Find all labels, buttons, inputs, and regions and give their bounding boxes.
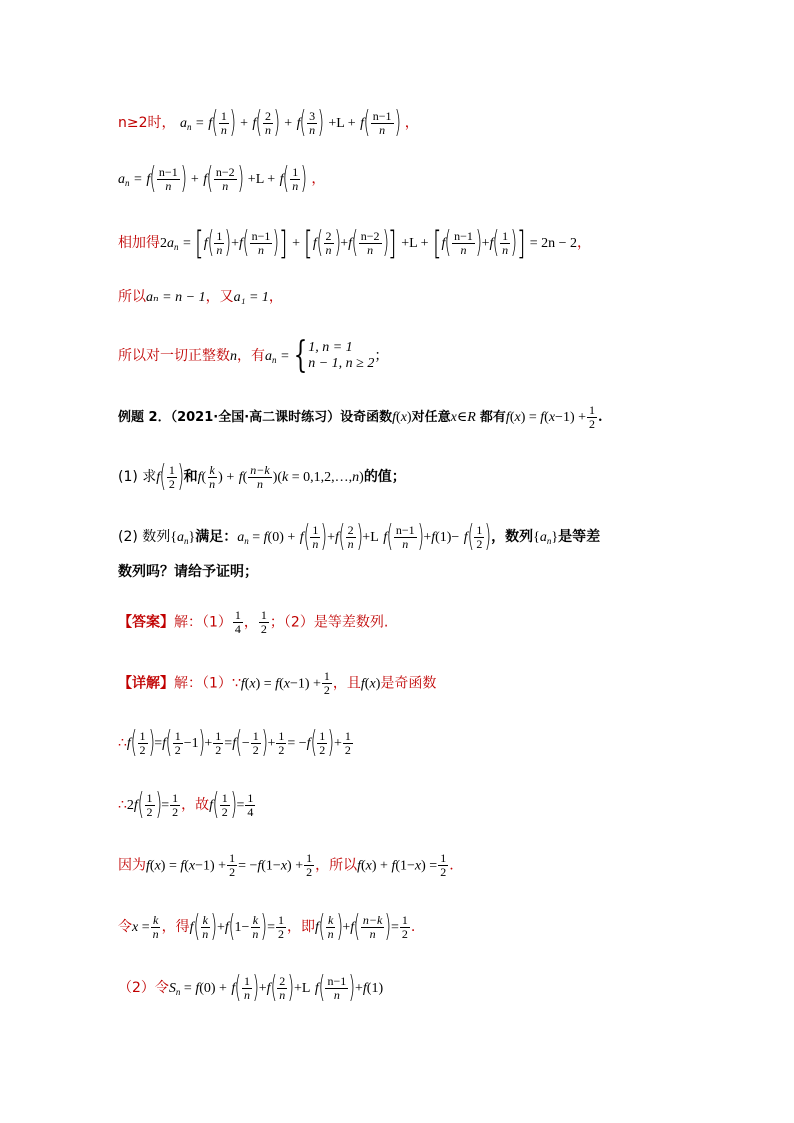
detail-tail2: 是奇函数	[380, 675, 437, 692]
derivation-2: ∴2f( $\frac{1}{2}$ )= $\frac{1}{2}$ ，故f( $\frac{1}{2}$ )= $\frac{1}{4}$	[118, 787, 254, 822]
formula-line-3: 相加得$2a_n = [f$( $\frac{1}{n}$ )+f( $\frac{n-1}{n}$ )] + [f( $\frac{2}{n}$ )+f( $\frac{n-2}{n}$ )] +L + [f( $\frac{n-1}{n}$ )+f( $\frac{1}{n}$ )] = 2n − 2，	[118, 224, 592, 262]
d4-prefix: 令	[118, 919, 132, 935]
line4-mid: ，又	[205, 289, 234, 305]
d5-prefix: （2）令	[118, 980, 169, 996]
question-1: (1) 求f( $\frac{1}{2}$ )和f( $\frac{k}{n}$ ) + f( $\frac{n-k}{n}$ )(k = 0,1,2,…,n)的值；	[118, 459, 406, 494]
formula-line-5: 所以对一切正整数n，有$a_n$ = { 1, n = 1 n − 1, n ≥ 2 ；	[118, 335, 389, 376]
answer-line: 【答案】解：（1） $\frac{1}{4}$ ， $\frac{1}{2}$ ；（2）是等差数列.	[118, 608, 389, 636]
d3-mid: ，所以	[315, 857, 358, 874]
example-2-heading: 例题 2．（2021·全国·高二课时练习）设奇函数f(x)对任意x∈R 都有f(x) = f(x−1) + $\frac{1}{2}$ .	[118, 403, 603, 431]
line5-n: n	[230, 349, 237, 364]
case-2: n − 1, n ≥ 2	[308, 356, 375, 371]
line4-prefix: 所以	[118, 289, 146, 305]
formula-line-2: $a_n = f$( $\frac{n-1}{n}$ ) + f( $\frac{n-2}{n}$ ) +L + f( $\frac{1}{n}$ ) ，	[118, 161, 326, 196]
d1-prefix: ∴	[118, 735, 127, 751]
d3-suffix: .	[449, 857, 454, 874]
answer-tag: 【答案】	[118, 614, 174, 631]
line5-suffix: ；	[374, 348, 389, 364]
derivation-3: 因为f(x) = f(x−1) + $\frac{1}{2}$ = −f(1−x) + $\frac{1}{2}$ ，所以f(x) + f(1−x) = $\frac{1}{2}$ .	[118, 851, 454, 879]
answer-semi: ；（2）是等差数列.	[269, 614, 389, 631]
d4-mid2: ，即	[287, 919, 315, 935]
q2-mid: 满足：	[195, 529, 238, 545]
example-mid2: 都有	[479, 410, 506, 425]
detail-line: 【详解】解：（1）∵f(x) = f(x−1) + $\frac{1}{2}$ ，且f(x)是奇函数	[118, 669, 437, 697]
case-1: 1, n = 1	[308, 340, 353, 355]
derivation-5: （2）令$S_n = f(0) + f$( $\frac{1}{n}$ )+f( $\frac{2}{n}$ )+L f( $\frac{n-1}{n}$ )+f(1)	[118, 970, 384, 1005]
d4-suffix: .	[410, 919, 416, 935]
derivation-1: ∴f( $\frac{1}{2}$ )=f( $\frac{1}{2}$ −1)+ $\frac{1}{2}$ =f(− $\frac{1}{2}$ )+ $\frac{1}{2}$ = −f( $\frac{1}{2}$ )+ $\frac{1}{2}$	[118, 725, 351, 760]
d2-mid: ，故	[181, 797, 210, 813]
q2-tail: ，数列	[491, 529, 534, 545]
question-2: (2) 数列$\{a_n\}$满足：$a_n = f(0) + f$( $\frac{1}{n}$ )+f( $\frac{2}{n}$ )+L f( $\frac{n-1}{n}$ )+f(1)− f( $\frac{1}{2}$ )，数列$\{a_n\}$是等差	[118, 519, 601, 554]
line3-result: = 2n − 2	[529, 236, 578, 251]
q1-tail: 的值；	[363, 469, 406, 485]
detail-text: 解：（1）∵	[174, 675, 241, 692]
detail-tag: 【详解】	[118, 675, 174, 692]
d4-mid: ，得	[161, 919, 190, 935]
example-mid1: 对任意	[411, 410, 451, 425]
line2-suffix: ，	[311, 171, 326, 187]
q2-line2: 数列吗？请给予证明；	[118, 564, 258, 580]
line4-eq: aₙ = n − 1	[146, 290, 206, 305]
d2-prefix: ∴	[118, 797, 127, 813]
formula-line-4	[118, 287, 283, 308]
answer-text: 解：（1）	[174, 614, 232, 631]
derivation-4: 令x = $\frac{k}{n}$ ，得f( $\frac{k}{n}$ )+f(1− $\frac{k}{n}$ )= $\frac{1}{2}$ ，即f( $\frac{k}{n}$ )+f( $\frac{n-k}{n}$ )= $\frac{1}{2}$ .	[118, 909, 416, 944]
answer-sep: ，	[243, 614, 258, 631]
line5-prefix: 所以对一切正整数	[118, 348, 230, 364]
example-suffix: .	[598, 410, 603, 425]
example-label: 例题 2．（2021·全国·高二课时练习）设奇函数	[118, 410, 393, 425]
line1-suffix: ，	[404, 115, 419, 131]
q2-tail2: 是等差	[558, 529, 601, 545]
d3-prefix: 因为	[118, 857, 146, 874]
formula-line-1: n≥2时， $a_n = f$( $\frac{1}{n}$ ) + f( $\frac{2}{n}$ ) + f( $\frac{3}{n}$ ) +L + f( $\frac{n-1}{n}$ ) ，	[118, 105, 419, 140]
line4-suffix: ，	[268, 289, 283, 305]
q1-and: 和	[183, 469, 198, 485]
line5-mid: ，有	[237, 348, 265, 364]
line1-prefix: n≥2时，	[118, 115, 176, 131]
line3-suffix: ，	[577, 235, 592, 251]
line3-prefix: 相加得	[118, 235, 160, 251]
detail-tail: ，且	[332, 675, 361, 692]
q2-label: (2) 数列	[118, 529, 171, 545]
q1-label: (1) 求	[118, 469, 157, 485]
line4-eq2: a₁ = 1	[233, 290, 269, 305]
